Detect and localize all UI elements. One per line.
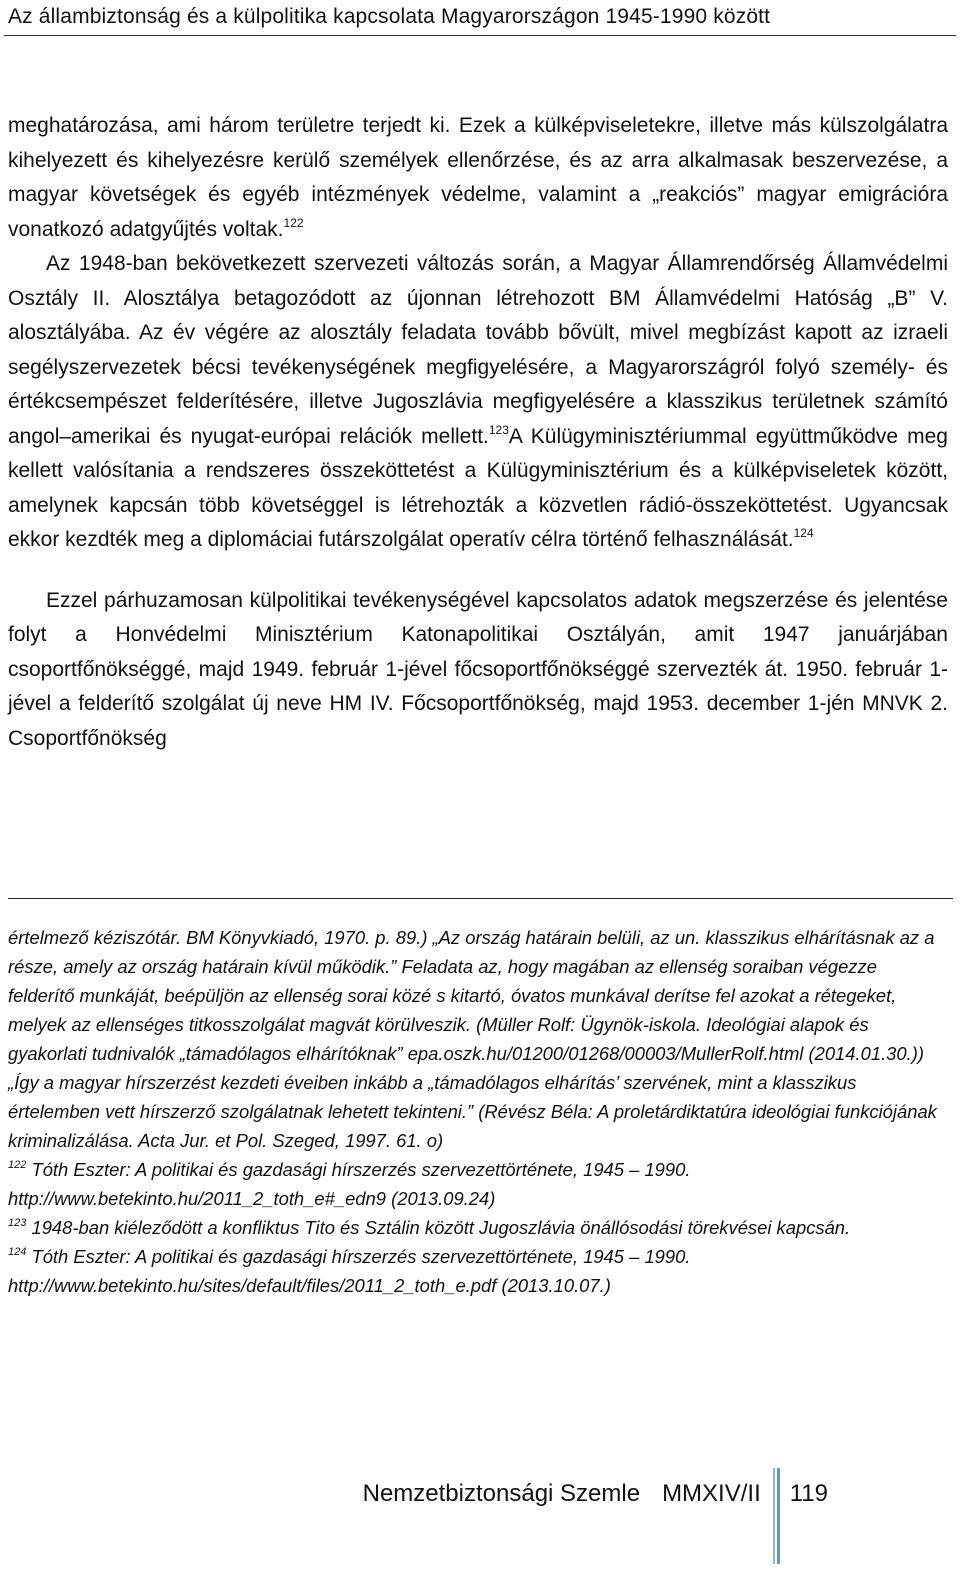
- footer-divider-bar: [773, 1468, 780, 1564]
- footnote-122: [8, 1155, 948, 1213]
- paragraph-2-text-a: Az 1948-ban bekövetkezett szervezeti változás során, a Magyar Államrendőrség Államvédelmi Osztály II. Alosztálya betagozódott az újonnan létrehozott BM Államvédelmi Hatóság „B” V. alosztályába. Az év végére az alosztály feladata tovább bővült, mivel megbízást kapott az izraeli segélyszervezetek bécsi tevékenységének megfigyelésére, a Magyarországról folyó személy- és értékcsempészet felderítésére, illetve Jugoszlávia megfigyelésére a klasszikus területnek számító angol–amerikai és nyugat-európai relációk mellett.: [8, 252, 948, 448]
- paragraph-3: [8, 584, 948, 757]
- running-header: Az állambiztonság és a külpolitika kapcsolata Magyarországon 1945-1990 között: [8, 5, 771, 28]
- footnote-123: [8, 1213, 948, 1242]
- footnote-text: Tóth Eszter: A politikai és gazdasági hírszerzés szervezettörténete, 1945 – 1990. http://www.betekinto.hu/2011_2_toth_e#_edn9 (2013.09.24): [8, 1159, 691, 1209]
- paragraph-2: [8, 247, 948, 558]
- journal-title: Nemzetbiztonsági Szemle: [362, 1480, 641, 1507]
- page-footer: [363, 1474, 828, 1514]
- footnote-ref-123[interactable]: 123: [488, 422, 509, 437]
- paragraph-2-text-b: A Külügyminisztériummal együttműködve meg kellett valósítania a rendszeres összeköttetést a Külügyminisztérium és a külképviseletek között, amelynek kapcsán több követséggel is létrehozták a közvetlen rádió-összeköttetést. Ugyancsak ekkor kezdték meg a diplomáciai futárszolgálat operatív célra történő felhasználását.: [8, 424, 948, 551]
- footnote-continued: értelmező kéziszótár. BM Könyvkiadó, 1970. p. 89.) „Az ország határain belüli, az un. klasszikus elhárításnak az a része, amely az ország határain kívül működik.” Feladata az, hogy magában az ellenség soraiban végezze felderítő munkáját, beépüljön az ellenség sorai közé s kitartó, óvatos munkával derítse fel azokat a rétegeket, melyek az ellenséges titkosszolgálat magvát körülveszik. (Müller Rolf: Ügynök-iskola. Ideológiai alapok és gyakorlati tudnivalók „támadólagos elhárítóknak” epa.oszk.hu/01200/01268/00003/MullerRolf.html (2014.01.30.)) „Így a magyar hírszerzést kezdeti éveiben inkább a „támadólagos elhárítás’ szervének, mint a klasszikus értelemben vett hírszerző szolgálatnak lehetett tekinteni.” (Révész Béla: A proletárdiktatúra ideológiai funkciójának kriminalizálása. Acta Jur. et Pol. Szeged, 1997. 61. o): [8, 927, 937, 1151]
- footnote-124: [8, 1242, 948, 1300]
- page-number: 119: [789, 1480, 828, 1507]
- header-divider: [4, 35, 956, 36]
- footnote-text: Tóth Eszter: A politikai és gazdasági hírszerzés szervezettörténete, 1945 – 1990. http://www.betekinto.hu/sites/default/files/2011_2_toth_e.pdf (2013.10.07.): [8, 1246, 691, 1296]
- issue-label: MMXIV/II: [662, 1480, 761, 1507]
- footnote-number: 124: [8, 1246, 27, 1258]
- paragraph-1: [8, 109, 948, 247]
- footnote-number: 123: [8, 1217, 27, 1229]
- footnote-ref-124[interactable]: 124: [793, 526, 814, 540]
- footnotes: [8, 923, 948, 1300]
- body-text: [8, 109, 948, 756]
- footnote-text: 1948-ban kiéleződött a konfliktus Tito és Sztálin között Jugoszlávia önállósodási törekvései kapcsán.: [26, 1217, 851, 1238]
- footnote-number: 122: [8, 1159, 27, 1171]
- footnote-ref-122[interactable]: 122: [283, 215, 304, 230]
- paragraph-3-text: Ezzel párhuzamosan külpolitikai tevékenységével kapcsolatos adatok megszerzése és jelentése folyt a Honvédelmi Minisztérium Katonapolitikai Osztályán, amit 1947 januárjában csoportfőnökséggé, majd 1949. február 1-jével főcsoportfőnökséggé szervezték át. 1950. február 1-jével a felderítő szolgálat új neve HM IV. Főcsoportfőnökség, majd 1953. december 1-jén MNVK 2. Csoportfőnökség: [8, 588, 948, 750]
- paragraph-1-text: meghatározása, ami három területre terjedt ki. Ezek a külképviseletekre, illetve más külszolgálatra kihelyezett és kihelyezésre kerülő személyek ellenőrzése, és az arra alkalmasak beszervezése, a magyar követségek és egyéb intézmények védelme, valamint a „reakciós” magyar emigrációra vonatkozó adatgyűjtés voltak.: [8, 114, 948, 241]
- footnote-divider: [8, 898, 953, 899]
